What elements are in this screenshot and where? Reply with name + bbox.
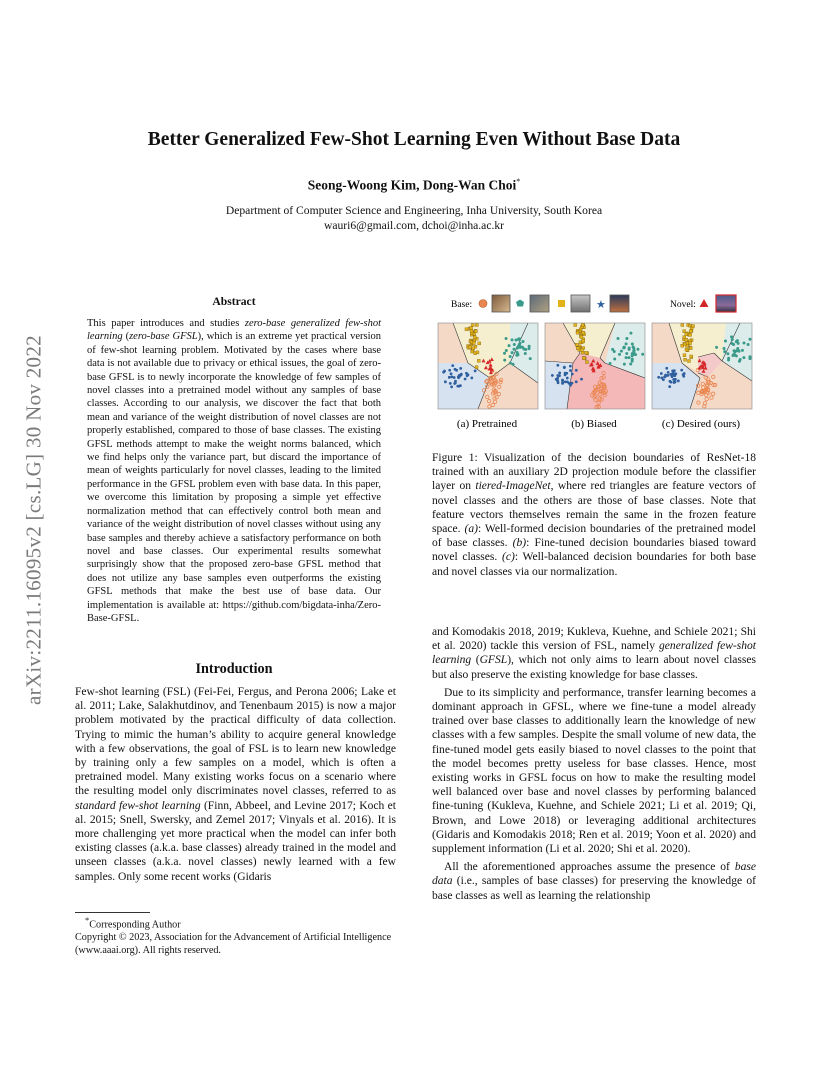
footnote-block: [75, 914, 396, 957]
figure-1: [432, 290, 756, 435]
data-point: [460, 373, 463, 376]
data-point: [575, 343, 578, 346]
data-point: [556, 374, 559, 377]
data-point: [620, 350, 623, 353]
star-marker-icon: ★: [596, 298, 606, 311]
data-point: [625, 352, 628, 355]
data-point: [618, 353, 621, 356]
data-point: [628, 356, 631, 359]
abstract-heading: Abstract: [212, 295, 256, 308]
data-point: [684, 358, 687, 361]
data-point: [524, 352, 527, 355]
data-point: [470, 326, 473, 329]
data-point: [724, 340, 727, 343]
data-point: [509, 362, 512, 365]
data-point: [516, 351, 519, 354]
data-point: [685, 333, 688, 336]
data-point: [681, 324, 684, 327]
author-line: [0, 177, 828, 194]
data-point: [513, 343, 516, 346]
figure-1-caption: [432, 451, 756, 579]
caption-text: : Well-balanced decision boundaries for both base and novel classes via our normalization.: [432, 551, 756, 578]
data-point: [749, 357, 752, 360]
panel-label-a: (a) Pretrained: [456, 418, 518, 430]
base-sample-thumbnail: [530, 295, 549, 312]
data-point: [472, 347, 475, 350]
triangle-marker-icon: [700, 299, 709, 307]
data-point: [443, 370, 446, 373]
data-point: [741, 349, 744, 352]
data-point: [727, 358, 730, 361]
data-point: [448, 376, 451, 379]
decision-boundary-panel: [652, 323, 752, 409]
data-point: [469, 346, 472, 349]
data-point: [571, 373, 574, 376]
data-point: [580, 378, 583, 381]
data-point: [743, 341, 746, 344]
data-point: [580, 348, 583, 351]
data-point: [564, 381, 567, 384]
data-point: [449, 382, 452, 385]
data-point: [625, 337, 628, 340]
data-point: [557, 381, 560, 384]
data-point: [476, 351, 479, 354]
intro-term: standard few-shot learning: [75, 799, 201, 812]
caption-text: , where red triangles are feature vectors of novel classes and the others are those of base classes. Note that feature vectors themselves remain the same in the frozen feature space.: [432, 480, 756, 536]
data-point: [582, 331, 585, 334]
data-point: [474, 370, 477, 373]
data-point: [518, 344, 521, 347]
abstract-text: ), which is an extreme yet practical version of few-shot learning problem. Motivated by the cases where base data is not available due to privacy or ethical issues, the goal of zero-base GFSL is to newly incorporate the knowledge of few samples of novel classes into a pretrained model without any samples of base classes. According to our analysis, we discover the fact that both mean and variance of the weight distribution of novel classes are not properly established, compared to those of base classes. The existing GFSL methods attempt to make the weight norms balanced, which we find helps only the variance part, but discard the importance of mean of weights particularly for novel classes, leading to the limited performance in the GFSL problem even with base data. In this paper, we overcome this limitation by proposing a simple yet effective normalization method that can effectively control both mean and variance of the weight distribution of novel classes without using any base samples and thereby achieve a satisfactory performance on both novel and base classes. Our experimental results somewhat surprisingly show that the proposed zero-base GFSL method that does not utilize any base samples even outperforms the existing GFSL methods that make the best use of base data. Our implementation is available at: https://github.com/bigdata-inha/Zero-Base-GFSL.: [87, 331, 381, 624]
data-point: [569, 369, 572, 372]
data-point: [585, 351, 588, 354]
body-text: All the aforementioned approaches assume the presence of: [444, 861, 735, 874]
data-point: [555, 378, 558, 381]
paragraph-transfer-learning: Due to its simplicity and performance, transfer learning becomes a dominant approach in GFSL, where we fine-tune a model already trained over base classes to additionally learn the knowledge of new classes with a few samples. Despite the small volume of new data, the fine-tuned model gets easily biased to novel classes to the point that the model becomes pretty useless for base classes. Hence, most existing works in GFSL focus on how to make the resulting model well balanced over base and novel classes by performing balanced fine-tuning (Kukleva, Kuehne, and Schiele 2021; Li et al. 2019; Qi, Brown, and Lowe 2018) or leveraging additional architectures (Gidaris and Komodakis 2018; Ren et al. 2019; Yoon et al. 2020) and supplement information (Li et al. 2020; Shi et al. 2020).: [432, 686, 756, 856]
data-point: [509, 355, 512, 358]
paper-title: Better Generalized Few-Shot Learning Even Without Base Data: [147, 129, 681, 150]
corresponding-author-note: [75, 914, 396, 932]
decision-boundary-panel: [438, 323, 538, 409]
paragraph-base-data: [432, 860, 756, 903]
data-point: [556, 364, 559, 367]
data-point: [474, 330, 477, 333]
data-point: [579, 341, 582, 344]
abstract-body: [87, 317, 381, 625]
base-sample-thumbnail: [571, 295, 590, 312]
circle-marker-icon: [479, 300, 487, 308]
abstract-text: This paper introduces and studies: [87, 318, 245, 329]
caption-text: Figure 1: Visualization of the decision boundaries of ResNet-18 trained with an auxiliary 2D projection module before the classifier layer on: [432, 452, 756, 493]
data-point: [747, 343, 750, 346]
data-point: [473, 336, 476, 339]
data-point: [657, 376, 660, 379]
data-point: [472, 342, 475, 345]
data-point: [667, 371, 670, 374]
data-point: [687, 360, 690, 363]
data-point: [515, 339, 518, 342]
intro-text: Few-shot learning (FSL) (Fei-Fei, Fergus, and Perona 2006; Lake et al. 2011; Lake, Salakhutdinov, and Tenenbaum 2015) is now a major problem motivated by the practical difficulty of data collection. Trying to mimic the human’s ability to acquire general knowledge with a few observations, the goal of FSL is to learn new knowledge by training only a few samples on a model, which is often a pretrained model. Many existing works focus on a scenario where the resulting model only discriminates novel classes, referred to as: [75, 686, 396, 798]
data-point: [511, 338, 514, 341]
data-point: [503, 352, 506, 355]
data-point: [566, 377, 569, 380]
arxiv-id: arXiv:2211.16095v2 [cs.LG] 30 Nov 2022: [21, 335, 46, 705]
body-text: (i.e., samples of base classes) for preserving the knowledge of base classes as well as learning the relationship: [432, 875, 756, 902]
caption-text: : Well-formed decision boundaries of the pretrained model of base classes.: [432, 523, 756, 550]
legend-base-label: Base:: [451, 300, 473, 310]
footnote-rule: [75, 912, 150, 913]
data-point: [625, 356, 628, 359]
data-point: [475, 324, 478, 327]
data-point: [551, 374, 554, 377]
data-point: [457, 375, 460, 378]
data-point: [683, 330, 686, 333]
data-point: [581, 324, 584, 327]
authors: Seong-Woong Kim, Dong-Wan Choi: [307, 177, 517, 193]
data-point: [685, 338, 688, 341]
data-point: [669, 380, 672, 383]
data-point: [512, 363, 515, 366]
data-point: [680, 369, 683, 372]
data-point: [521, 340, 524, 343]
author-footnote-mark: *: [516, 177, 521, 186]
data-point: [450, 372, 453, 375]
body-text: ), which not only aims to learn about novel classes but also preserve the existing knowledge for base classes.: [432, 654, 757, 681]
data-point: [569, 382, 572, 385]
data-point: [625, 342, 628, 345]
abstract-text: (: [122, 331, 130, 343]
data-point: [569, 365, 572, 368]
body-text: and Komodakis 2018, 2019; Kukleva, Kuehne, and Schiele 2021; Shi et al. 2020) tackle this version of FSL, namely: [432, 626, 756, 653]
data-point: [671, 369, 674, 372]
data-point: [692, 325, 695, 328]
data-point: [565, 372, 568, 375]
data-point: [471, 324, 474, 327]
data-point: [683, 372, 686, 375]
data-point: [454, 368, 457, 371]
data-point: [464, 378, 467, 381]
data-point: [715, 346, 718, 349]
caption-text: : Fine-tuned decision boundaries biased toward novel classes.: [432, 537, 756, 564]
data-point: [444, 380, 447, 383]
caption-ref: (c): [501, 551, 515, 564]
affiliation-block: [0, 203, 828, 233]
abstract-term: zero-base GFSL: [129, 331, 198, 343]
data-point: [689, 333, 692, 336]
body-term: base data: [432, 861, 756, 888]
data-point: [458, 385, 461, 388]
data-point: [660, 376, 663, 379]
legend-novel-label: Novel:: [670, 300, 696, 310]
author-emails: wauri6@gmail.com, dchoi@inha.ac.kr: [323, 219, 505, 232]
data-point: [723, 350, 726, 353]
footnote-mark: *: [85, 915, 90, 925]
caption-term: tiered-ImageNet: [475, 480, 551, 493]
data-point: [673, 374, 676, 377]
introduction-heading: Introduction: [195, 661, 273, 677]
data-point: [682, 375, 685, 378]
data-point: [609, 362, 612, 365]
abstract-term: zero-base generalized few-shot learning: [87, 318, 381, 343]
body-term: generalized few-shot learning: [432, 640, 757, 667]
data-point: [470, 329, 473, 332]
data-point: [582, 340, 585, 343]
data-point: [471, 350, 474, 353]
arxiv-sidebar-stamp: [14, 280, 54, 760]
data-point: [671, 375, 674, 378]
data-point: [726, 352, 729, 355]
data-point: [575, 369, 578, 372]
data-point: [450, 386, 453, 389]
footnote-text: Corresponding Author: [89, 919, 181, 931]
data-point: [689, 342, 692, 345]
figure-1-graphic: [432, 290, 756, 435]
data-point: [459, 367, 462, 370]
data-point: [511, 351, 514, 354]
data-point: [633, 349, 636, 352]
data-point: [451, 364, 454, 367]
data-point: [685, 348, 688, 351]
data-point: [663, 375, 666, 378]
data-point: [561, 379, 564, 382]
data-point: [503, 359, 506, 362]
data-point: [623, 363, 626, 366]
data-point: [521, 346, 524, 349]
data-point: [561, 381, 564, 384]
data-point: [453, 376, 456, 379]
decision-boundary-panels: [438, 323, 752, 409]
data-point: [576, 347, 579, 350]
data-point: [735, 349, 738, 352]
pentagon-marker-icon: [516, 300, 524, 307]
copyright-notice: Copyright © 2023, Association for the Advancement of Artificial Intelligence (www.aaai.org). All rights reserved.: [75, 931, 392, 956]
data-point: [529, 357, 532, 360]
data-point: [689, 330, 692, 333]
affiliation: Department of Computer Science and Engineering, Inha University, South Korea: [225, 204, 603, 217]
data-point: [558, 372, 561, 375]
data-point: [632, 353, 635, 356]
base-sample-thumbnail: [492, 295, 510, 312]
data-point: [631, 342, 634, 345]
data-point: [636, 348, 639, 351]
data-point: [585, 361, 588, 364]
data-point: [478, 342, 481, 345]
data-point: [668, 385, 671, 388]
data-point: [513, 348, 516, 351]
data-point: [574, 324, 577, 327]
data-point: [524, 348, 527, 351]
data-point: [575, 380, 578, 383]
data-point: [683, 354, 686, 357]
data-point: [580, 336, 583, 339]
data-point: [629, 363, 632, 366]
data-point: [563, 366, 566, 369]
data-point: [677, 380, 680, 383]
body-term: GFSL: [479, 654, 508, 667]
data-point: [616, 337, 619, 340]
data-point: [673, 381, 676, 384]
data-point: [660, 372, 663, 375]
data-point: [736, 339, 739, 342]
data-point: [732, 343, 735, 346]
data-point: [631, 358, 634, 361]
data-point: [505, 349, 508, 352]
data-point: [735, 354, 738, 357]
data-point: [467, 373, 470, 376]
novel-sample-thumbnail: [716, 295, 736, 312]
data-point: [731, 338, 734, 341]
data-point: [733, 353, 736, 356]
data-point: [628, 346, 631, 349]
decision-boundary-panel: [545, 323, 645, 409]
data-point: [611, 348, 614, 351]
data-point: [528, 345, 531, 348]
data-point: [730, 335, 733, 338]
base-sample-thumbnail: [610, 295, 629, 312]
data-point: [454, 380, 457, 383]
paragraph-gfsl: [432, 625, 756, 682]
data-point: [665, 367, 668, 370]
data-point: [739, 358, 742, 361]
data-point: [742, 356, 745, 359]
data-point: [508, 344, 511, 347]
data-point: [613, 357, 616, 360]
data-point: [690, 355, 693, 358]
data-point: [689, 347, 692, 350]
caption-ref: (b): [512, 537, 527, 550]
square-marker-icon: [558, 300, 565, 307]
data-point: [477, 359, 480, 362]
data-point: [723, 347, 726, 350]
data-point: [582, 357, 585, 360]
data-point: [505, 337, 508, 340]
data-point: [576, 331, 579, 334]
right-column-text: [432, 625, 756, 903]
data-point: [733, 349, 736, 352]
data-point: [629, 332, 632, 335]
data-point: [641, 353, 644, 356]
data-point: [465, 328, 468, 331]
introduction-paragraph: [75, 685, 396, 884]
caption-ref: (a): [464, 523, 478, 536]
body-text: (: [471, 654, 480, 667]
panel-label-b: (b) Biased: [571, 418, 617, 430]
intro-text: (Finn, Abbeel, and Levine 2017; Koch et al. 2015; Snell, Swersky, and Zemel 2017; Vinyals et al. 2016). It is more challenging yet more practical when the model can infer both existing classes (a.k.a. base classes) already trained in the model and unseen classes (a.k.a. novel classes) newly learned with a few samples. Only some recent works (Gidaris: [75, 799, 396, 883]
data-point: [470, 377, 473, 380]
data-point: [622, 346, 625, 349]
panel-label-c: (c) Desired (ours): [661, 418, 741, 430]
data-point: [448, 369, 451, 372]
data-point: [749, 338, 752, 341]
data-point: [517, 338, 520, 341]
data-point: [475, 366, 478, 369]
data-point: [683, 343, 686, 346]
